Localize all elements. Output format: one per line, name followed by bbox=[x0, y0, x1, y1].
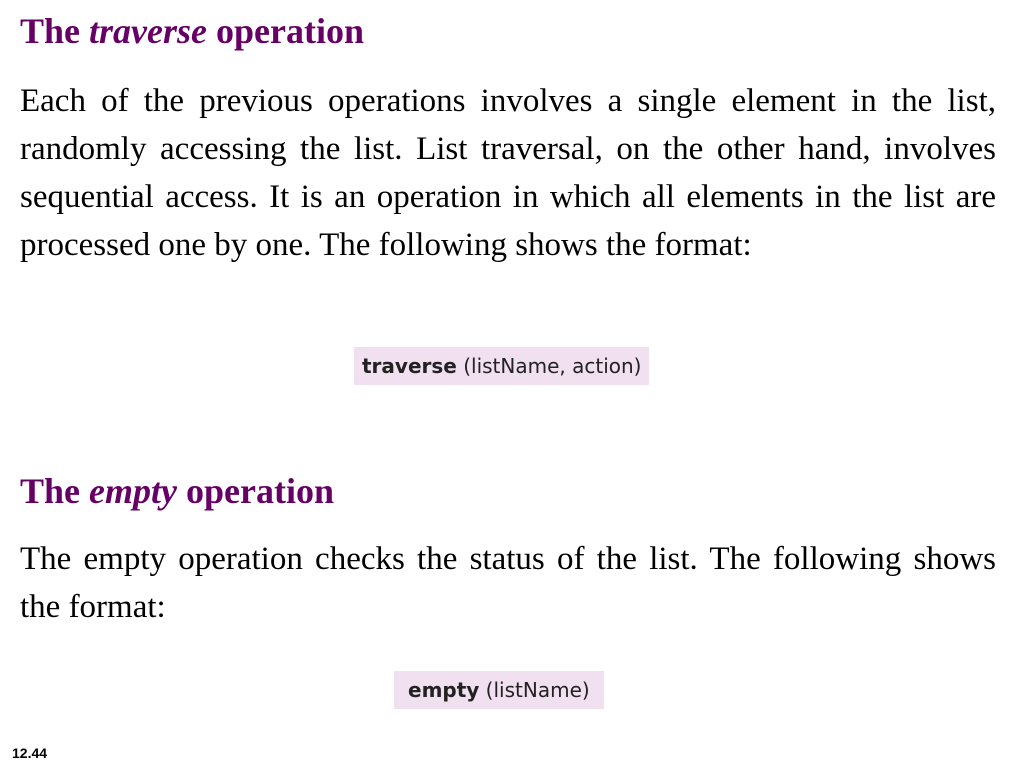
traverse-paragraph: Each of the previous operations involves a single element in the list, randomly accessing the list. List traversal, on the other hand, involves sequential access. It is an operation in which all elements in the list are processed one by one. The following shows the format: bbox=[20, 83, 996, 263]
empty-heading-suffix: operation bbox=[176, 471, 334, 511]
empty-format-keyword: empty bbox=[408, 678, 480, 702]
empty-format-box bbox=[394, 671, 604, 709]
traverse-format-box bbox=[354, 347, 649, 385]
traverse-heading-keyword: traverse bbox=[89, 11, 207, 51]
empty-heading-keyword: empty bbox=[89, 471, 177, 511]
traverse-format-args: (listName, action) bbox=[456, 354, 642, 378]
empty-heading bbox=[20, 471, 334, 511]
slide-number: 12.44 bbox=[12, 745, 48, 761]
traverse-format-keyword: traverse bbox=[362, 354, 457, 378]
empty-paragraph: The empty operation checks the status of the list. The following shows the format: bbox=[20, 541, 996, 625]
empty-format-args: (listName) bbox=[479, 678, 590, 702]
traverse-heading-suffix: operation bbox=[206, 11, 364, 51]
empty-heading-prefix: The bbox=[20, 471, 90, 511]
traverse-heading bbox=[20, 11, 364, 51]
traverse-heading-prefix: The bbox=[20, 11, 90, 51]
